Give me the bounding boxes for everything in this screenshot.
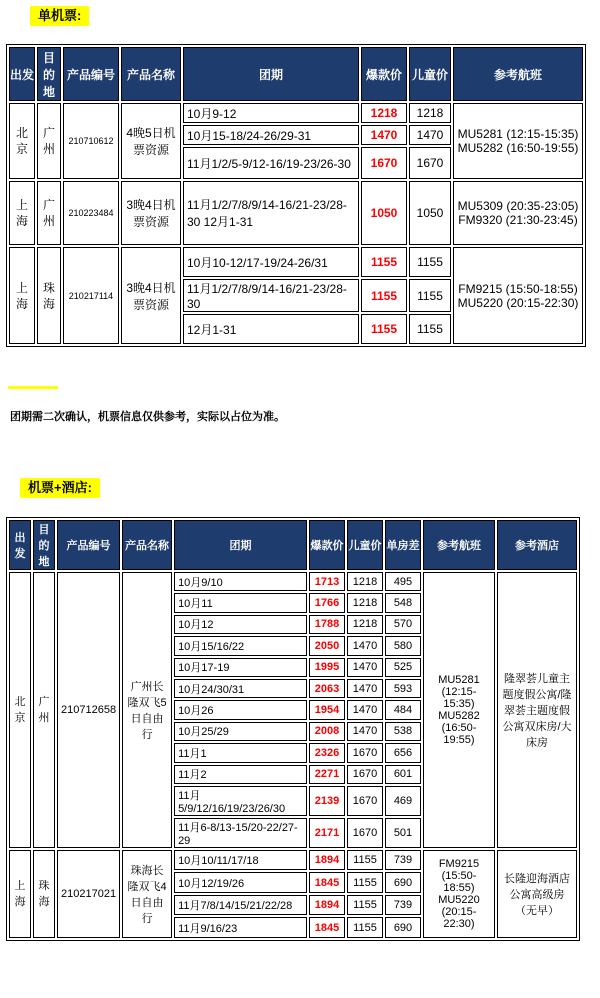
product-name: 3晚4日机票资源 — [121, 247, 181, 344]
header-child: 儿童价 — [409, 47, 451, 101]
section-title-flights: 单机票: — [30, 6, 89, 26]
to-city: 珠海 — [37, 247, 61, 344]
to-city: 广州 — [37, 103, 61, 179]
price-cell: 1218 — [361, 103, 407, 123]
child-price-cell: 1470 — [347, 636, 383, 655]
price-cell: 1155 — [361, 247, 407, 277]
table-row — [9, 572, 577, 591]
from-city: 上海 — [9, 247, 35, 344]
price-cell: 1894 — [309, 895, 345, 916]
child-price-cell: 1670 — [409, 147, 451, 179]
single-supplement-cell: 484 — [385, 700, 421, 719]
date-cell: 10月24/30/31 — [174, 679, 307, 698]
price-cell: 2050 — [309, 636, 345, 655]
child-price-cell: 1155 — [409, 247, 451, 277]
date-cell: 11月6-8/13-15/20-22/27-29 — [174, 818, 307, 848]
header-name: 产品名称 — [121, 47, 181, 101]
product-name: 4晚5日机票资源 — [121, 103, 181, 179]
table-row — [9, 247, 583, 277]
from-city: 北京 — [9, 572, 31, 848]
single-supplement-cell: 570 — [385, 615, 421, 634]
single-supplement-cell: 538 — [385, 722, 421, 741]
child-price-cell: 1218 — [347, 615, 383, 634]
header-single: 单房差 — [385, 520, 421, 570]
product-name: 3晚4日机票资源 — [121, 181, 181, 245]
price-cell: 1050 — [361, 181, 407, 245]
price-cell: 2171 — [309, 818, 345, 848]
table-row — [9, 181, 583, 245]
price-cell: 2139 — [309, 786, 345, 816]
date-cell: 11月7/8/14/15/21/22/28 — [174, 895, 307, 916]
child-price-cell: 1670 — [347, 818, 383, 848]
single-supplement-cell: 593 — [385, 679, 421, 698]
child-price-cell: 1670 — [347, 786, 383, 816]
date-cell: 10月15/16/22 — [174, 636, 307, 655]
table-row — [9, 103, 583, 123]
child-price-cell: 1155 — [409, 279, 451, 312]
date-cell: 11月1 — [174, 743, 307, 762]
single-supplement-cell: 656 — [385, 743, 421, 762]
header-date: 团期 — [183, 47, 359, 101]
header-to: 目的地 — [33, 520, 55, 570]
date-cell: 10月26 — [174, 700, 307, 719]
child-price-cell: 1155 — [347, 850, 383, 871]
price-cell: 2063 — [309, 679, 345, 698]
hotel-cell: 长隆迎海酒店公寓高级房（无早） — [497, 850, 577, 938]
date-cell: 11月5/9/12/16/19/23/26/30 — [174, 786, 307, 816]
flight-cell: MU5281 (12:15-15:35) MU5282 (16:50-19:55) — [423, 572, 495, 848]
child-price-cell: 1470 — [347, 700, 383, 719]
single-supplement-cell: 580 — [385, 636, 421, 655]
price-cell: 1788 — [309, 615, 345, 634]
single-supplement-cell: 739 — [385, 850, 421, 871]
date-cell: 10月12/19/26 — [174, 872, 307, 893]
price-cell: 1766 — [309, 593, 345, 612]
header-code: 产品编号 — [57, 520, 120, 570]
to-city: 广州 — [37, 181, 61, 245]
date-cell: 10月25/29 — [174, 722, 307, 741]
child-price-cell: 1670 — [347, 743, 383, 762]
flight-hotel-table — [6, 517, 580, 941]
price-cell: 2008 — [309, 722, 345, 741]
child-price-cell: 1218 — [347, 593, 383, 612]
header-flight: 参考航班 — [423, 520, 495, 570]
flight-cell: FM9215 (15:50-18:55) MU5220 (20:15-22:30) — [453, 247, 583, 344]
price-cell: 1995 — [309, 658, 345, 677]
single-supplement-cell: 739 — [385, 895, 421, 916]
child-price-cell: 1155 — [347, 917, 383, 938]
header-child: 儿童价 — [347, 520, 383, 570]
price-cell: 1155 — [361, 279, 407, 312]
flight-cell: FM9215 (15:50-18:55) MU5220 (20:15-22:30) — [423, 850, 495, 938]
single-supplement-cell: 525 — [385, 658, 421, 677]
from-city: 北京 — [9, 103, 35, 179]
header-from: 出发 — [9, 520, 31, 570]
date-cell: 10月15-18/24-26/29-31 — [183, 125, 359, 145]
header-from: 出发 — [9, 47, 35, 101]
product-name: 广州长隆双飞5日自由行 — [122, 572, 172, 848]
child-price-cell: 1050 — [409, 181, 451, 245]
date-cell: 10月9/10 — [174, 572, 307, 591]
header-price: 爆款价 — [309, 520, 345, 570]
from-city: 上海 — [9, 181, 35, 245]
from-city: 上海 — [9, 850, 31, 938]
price-cell: 1954 — [309, 700, 345, 719]
child-price-cell: 1218 — [347, 572, 383, 591]
product-name: 珠海长隆双飞4日自由行 — [122, 850, 172, 938]
price-cell: 1670 — [361, 147, 407, 179]
flights-table — [6, 44, 586, 347]
price-cell: 1470 — [361, 125, 407, 145]
child-price-cell: 1155 — [409, 314, 451, 344]
price-cell: 1894 — [309, 850, 345, 871]
single-supplement-cell: 495 — [385, 572, 421, 591]
child-price-cell: 1470 — [347, 679, 383, 698]
price-cell: 2271 — [309, 765, 345, 784]
date-cell: 11月1/2/7/8/9/14-16/21-23/28-30 — [183, 279, 359, 312]
child-price-cell: 1470 — [347, 722, 383, 741]
single-supplement-cell: 548 — [385, 593, 421, 612]
to-city: 珠海 — [33, 850, 55, 938]
single-supplement-cell: 601 — [385, 765, 421, 784]
product-code: 210712658 — [57, 572, 120, 848]
header-name: 产品名称 — [122, 520, 172, 570]
child-price-cell: 1670 — [347, 765, 383, 784]
date-cell: 11月1/2/5-9/12-16/19-23/26-30 — [183, 147, 359, 179]
price-cell: 1155 — [361, 314, 407, 344]
child-price-cell: 1218 — [409, 103, 451, 123]
table-row — [9, 850, 577, 871]
single-supplement-cell: 690 — [385, 872, 421, 893]
date-cell: 10月12 — [174, 615, 307, 634]
single-supplement-cell: 469 — [385, 786, 421, 816]
disclaimer-note: 团期需二次确认，机票信息仅供参考，实际以占位为准。 — [10, 411, 285, 423]
date-cell: 10月10-12/17-19/24-26/31 — [183, 247, 359, 277]
child-price-cell: 1155 — [347, 895, 383, 916]
section-title-flight-hotel: 机票+酒店: — [20, 478, 100, 498]
date-cell: 10月17-19 — [174, 658, 307, 677]
hotel-cell: 隆翠荟儿童主题度假公寓/隆翠荟主题度假公寓双床房/大床房 — [497, 572, 577, 848]
single-supplement-cell: 690 — [385, 917, 421, 938]
flight-cell: MU5309 (20:35-23:05) FM9320 (21:30-23:45) — [453, 181, 583, 245]
header-flight: 参考航班 — [453, 47, 583, 101]
price-cell: 1845 — [309, 872, 345, 893]
date-cell: 10月10/11/17/18 — [174, 850, 307, 871]
price-cell: 2326 — [309, 743, 345, 762]
header-code: 产品编号 — [63, 47, 119, 101]
child-price-cell: 1470 — [409, 125, 451, 145]
child-price-cell: 1470 — [347, 658, 383, 677]
price-cell: 1713 — [309, 572, 345, 591]
to-city: 广州 — [33, 572, 55, 848]
child-price-cell: 1155 — [347, 872, 383, 893]
date-cell: 10月11 — [174, 593, 307, 612]
date-cell: 10月9-12 — [183, 103, 359, 123]
header-hotel: 参考酒店 — [497, 520, 577, 570]
product-code: 210217021 — [57, 850, 120, 938]
date-cell: 12月1-31 — [183, 314, 359, 344]
header-to: 目的地 — [37, 47, 61, 101]
date-cell: 11月9/16/23 — [174, 917, 307, 938]
highlight-bar — [8, 386, 58, 389]
header-date: 团期 — [174, 520, 307, 570]
date-cell: 11月1/2/7/8/9/14-16/21-23/28-30 12月1-31 — [183, 181, 359, 245]
header-price: 爆款价 — [361, 47, 407, 101]
product-code: 210710612 — [63, 103, 119, 179]
date-cell: 11月2 — [174, 765, 307, 784]
price-cell: 1845 — [309, 917, 345, 938]
flight-cell: MU5281 (12:15-15:35) MU5282 (16:50-19:55) — [453, 103, 583, 179]
product-code: 210223484 — [63, 181, 119, 245]
single-supplement-cell: 501 — [385, 818, 421, 848]
product-code: 210217114 — [63, 247, 119, 344]
